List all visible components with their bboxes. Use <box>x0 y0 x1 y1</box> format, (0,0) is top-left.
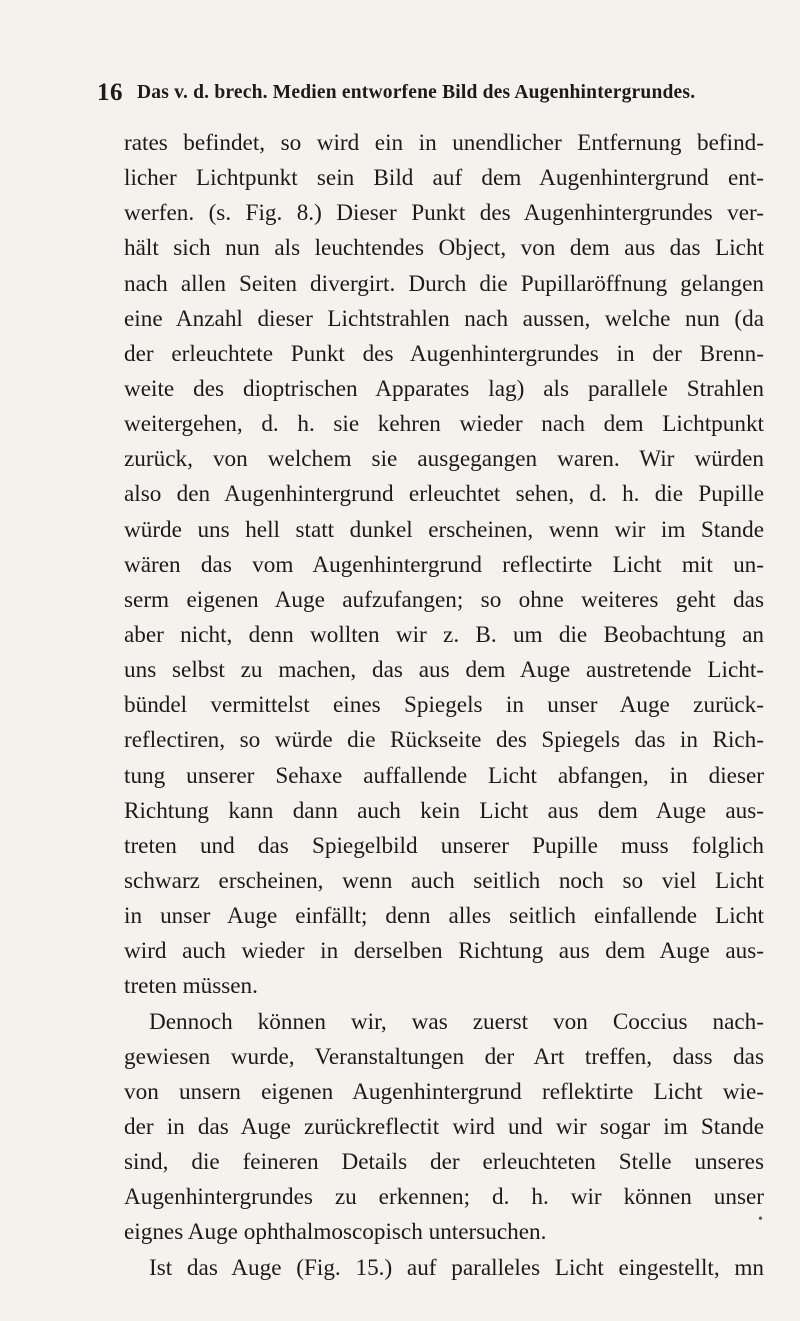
text-line: nach allen Seiten divergirt. Durch die Pupillaröffnung gelangen <box>124 270 764 297</box>
text-line-paragraph-start: Ist das Auge (Fig. 15.) auf paralleles Licht eingestellt, mn <box>149 1254 764 1281</box>
text-line: serm eigenen Auge aufzufangen; so ohne weiteres geht das <box>124 586 764 613</box>
text-line: weitergehen, d. h. sie kehren wieder nach dem Lichtpunkt <box>124 411 764 438</box>
text-line: also den Augenhintergrund erleuchtet sehen, d. h. die Pupille <box>124 481 764 508</box>
text-line: uns selbst zu machen, das aus dem Auge austretende Licht- <box>124 657 764 684</box>
text-line-paragraph-start: Dennoch können wir, was zuerst von Coccius nach- <box>149 1008 764 1035</box>
text-line-paragraph-end: eignes Auge ophthalmoscopisch untersuchen. <box>124 1219 547 1246</box>
text-line: Richtung kann dann auch kein Licht aus dem Auge aus- <box>124 797 764 824</box>
page-header <box>97 79 737 111</box>
running-title: Das v. d. brech. Medien entworfene Bild des Augenhintergrundes. <box>137 82 696 103</box>
text-line: aber nicht, denn wollten wir z. B. um die Beobachtung an <box>124 621 764 648</box>
text-line: reflectiren, so würde die Rückseite des Spiegels das in Rich- <box>124 727 764 754</box>
text-line: rates befindet, so wird ein in unendlicher Entfernung befind- <box>124 130 764 156</box>
text-line: sind, die feineren Details der erleuchteten Stelle unseres <box>124 1149 764 1176</box>
text-line: schwarz erscheinen, wenn auch seitlich noch so viel Licht <box>124 867 764 894</box>
text-line-paragraph-end: treten müssen. <box>124 973 258 1000</box>
text-line: der in das Auge zurückreflectit wird und wir sogar im Stande <box>124 1113 764 1140</box>
text-line: der erleuchtete Punkt des Augenhintergrundes in der Brenn- <box>124 340 764 367</box>
text-line: wird auch wieder in derselben Richtung aus dem Auge aus- <box>124 938 764 965</box>
text-line: treten und das Spiegelbild unserer Pupille muss folglich <box>124 832 764 859</box>
text-line: licher Lichtpunkt sein Bild auf dem Augenhintergrund ent- <box>124 165 764 192</box>
body-text <box>124 126 764 1286</box>
text-line: würde uns hell statt dunkel erscheinen, wenn wir im Stande <box>124 516 764 543</box>
text-line: weite des dioptrischen Apparates lag) als parallele Strahlen <box>124 375 764 402</box>
text-line: tung unserer Sehaxe auffallende Licht abfangen, in dieser <box>124 762 764 789</box>
text-line: bündel vermittelst eines Spiegels in unser Auge zurück- <box>124 692 764 719</box>
text-line: von unsern eigenen Augenhintergrund reflektirte Licht wie- <box>124 1078 764 1105</box>
stray-mark: • <box>758 1212 763 1227</box>
text-line: eine Anzahl dieser Lichtstrahlen nach aussen, welche nun (da <box>124 305 764 332</box>
text-line: in unser Auge einfällt; denn alles seitlich einfallende Licht <box>124 903 764 930</box>
text-line: zurück, von welchem sie ausgegangen waren. Wir würden <box>124 446 764 473</box>
text-line: wären das vom Augenhintergrund reflectirte Licht mit un- <box>124 551 764 578</box>
text-line: Augenhintergrundes zu erkennen; d. h. wir können unser <box>124 1184 764 1211</box>
text-line: werfen. (s. Fig. 8.) Dieser Punkt des Augenhintergrundes ver- <box>124 200 764 227</box>
page-number: 16 <box>97 79 123 106</box>
text-line: gewiesen wurde, Veranstaltungen der Art treffen, dass das <box>124 1043 764 1070</box>
text-line: hält sich nun als leuchtendes Object, von dem aus das Licht <box>124 235 764 262</box>
